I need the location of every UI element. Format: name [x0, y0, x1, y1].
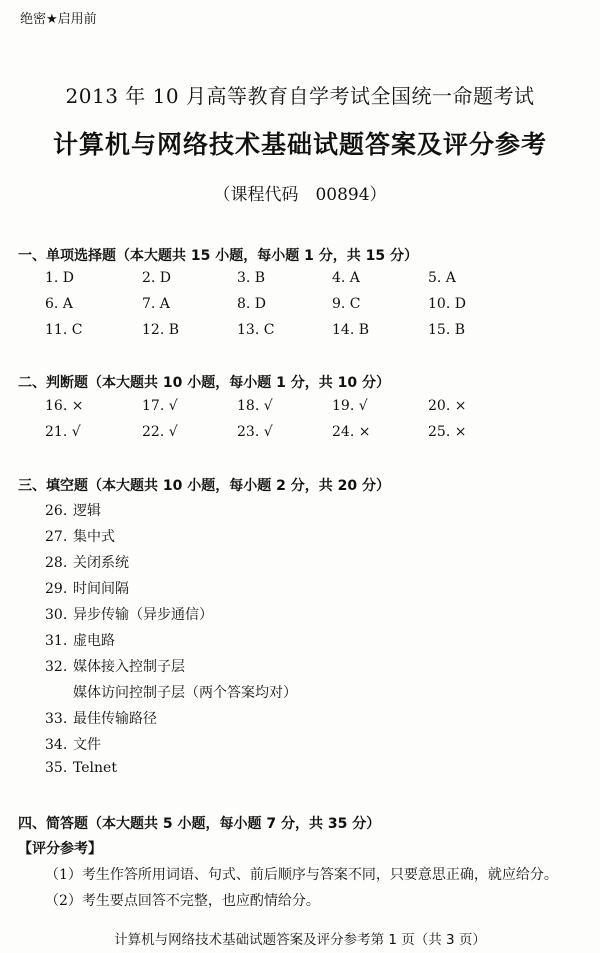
evaluation-note: （2）考生要点回答不完整，也应酌情给分。 [45, 893, 320, 909]
item-number: 33. [45, 711, 68, 727]
confidential-label: 绝密★启用前 [20, 12, 97, 27]
answer-cell: 4. A [332, 270, 360, 286]
item-answer: 虚电路 [73, 633, 115, 649]
answer-cell: 3. B [237, 270, 266, 286]
answer-row [45, 424, 565, 446]
fill-answer-item [45, 552, 129, 572]
answer-cell: 20. × [428, 398, 467, 414]
fill-answer-item [45, 760, 117, 776]
item-number: 27. [45, 529, 68, 545]
answer-cell: 10. D [428, 296, 466, 312]
answer-cell: 16. × [45, 398, 84, 414]
course-code: （课程代码 00894） [213, 185, 387, 205]
answer-row [45, 296, 565, 318]
item-answer: 时间间隔 [73, 581, 129, 597]
section-heading-short-answer: 四、简答题（本大题共 5 小题，每小题 7 分，共 35 分） [18, 816, 381, 832]
answer-cell: 1. D [45, 270, 75, 286]
answer-cell: 5. A [428, 270, 456, 286]
fill-answer-item [45, 656, 185, 676]
fill-answer-item [45, 630, 115, 650]
answer-cell: 6. A [45, 296, 73, 312]
fill-answer-alternate: 媒体访问控制子层（两个答案均对） [73, 685, 297, 701]
item-number: 34. [45, 737, 68, 753]
item-number: 29. [45, 581, 68, 597]
item-answer: 媒体接入控制子层 [73, 659, 185, 675]
item-number: 35. [45, 760, 68, 776]
answer-cell: 17. √ [142, 398, 178, 414]
answer-cell: 25. × [428, 424, 467, 440]
section-heading-fill-blank: 三、填空题（本大题共 10 小题，每小题 2 分，共 20 分） [18, 478, 390, 494]
fill-answer-item [45, 708, 157, 728]
answer-cell: 9. C [332, 296, 361, 312]
item-answer: 异步传输（异步通信） [73, 607, 213, 623]
fill-answer-item [45, 734, 101, 754]
item-answer: Telnet [73, 760, 117, 776]
answer-row [45, 398, 565, 420]
fill-answer-item [45, 578, 129, 598]
item-number: 30. [45, 607, 68, 623]
answer-cell: 22. √ [142, 424, 178, 440]
item-number: 32. [45, 659, 68, 675]
answer-cell: 2. D [142, 270, 172, 286]
item-answer: 集中式 [73, 529, 115, 545]
item-answer: 关闭系统 [73, 555, 129, 571]
answer-cell: 14. B [332, 322, 370, 338]
item-answer: 文件 [73, 737, 101, 753]
item-answer: 逻辑 [73, 503, 101, 519]
answer-row [45, 270, 565, 292]
section-heading-choice: 一、单项选择题（本大题共 15 小题，每小题 1 分，共 15 分） [18, 248, 418, 264]
answer-cell: 12. B [142, 322, 180, 338]
answer-cell: 23. √ [237, 424, 273, 440]
answer-cell: 19. √ [332, 398, 368, 414]
exam-title: 2013 年 10 月高等教育自学考试全国统一命题考试 [65, 84, 535, 108]
answer-cell: 8. D [237, 296, 267, 312]
section-heading-judgment: 二、判断题（本大题共 10 小题，每小题 1 分，共 10 分） [18, 375, 390, 391]
answer-cell: 7. A [142, 296, 170, 312]
answer-cell: 11. C [45, 322, 83, 338]
item-number: 28. [45, 555, 68, 571]
evaluation-reference-label: 【评分参考】 [18, 841, 102, 857]
item-number: 31. [45, 633, 68, 649]
page-footer: 计算机与网络技术基础试题答案及评分参考第 1 页（共 3 页） [114, 932, 486, 948]
answer-cell: 15. B [428, 322, 466, 338]
answer-cell: 18. √ [237, 398, 273, 414]
answer-cell: 24. × [332, 424, 371, 440]
answer-cell: 13. C [237, 322, 275, 338]
item-number: 26. [45, 503, 68, 519]
answer-cell: 21. √ [45, 424, 81, 440]
answer-row [45, 322, 565, 344]
fill-answer-item [45, 526, 115, 546]
page-title: 计算机与网络技术基础试题答案及评分参考 [52, 130, 547, 159]
evaluation-note: （1）考生作答所用词语、句式、前后顺序与答案不同，只要意思正确，就应给分。 [45, 867, 558, 883]
item-answer: 最佳传输路径 [73, 711, 157, 727]
fill-answer-item [45, 500, 101, 520]
fill-answer-item [45, 604, 213, 624]
